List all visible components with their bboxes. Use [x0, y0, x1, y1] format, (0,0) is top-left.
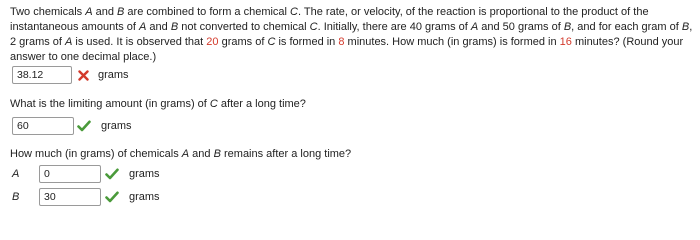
- green-check-icon: [105, 167, 119, 181]
- highlighted-value-20: 20: [206, 36, 219, 48]
- variable-label-a: A: [12, 168, 20, 180]
- answer-row-b: [12, 188, 160, 206]
- unit-label: grams: [98, 69, 129, 81]
- answer-row-1: [12, 66, 129, 84]
- answer-row-2: [12, 117, 132, 135]
- highlighted-value-16: 16: [559, 36, 572, 48]
- unit-label: grams: [129, 168, 160, 180]
- problem-statement: Two chemicals A and B are combined to form a chemical C. The rate, or velocity, of the reaction is proportional to the product of the instantaneous amounts of A and B not converted to chemical C. Initially, there are 40 grams of A and 50 grams of B, and for each gram of B, 2 grams of A is used. It is observed that 20 grams of C is formed in 8 minutes. How much (in grams) is formed in 16 minutes? (Round your answer to one decimal place.): [10, 6, 693, 63]
- question-2: What is the limiting amount (in grams) of C after a long time?: [10, 98, 306, 110]
- unit-label: grams: [101, 120, 132, 132]
- variable-label-b: B: [12, 191, 20, 203]
- question-3: How much (in grams) of chemicals A and B remains after a long time?: [10, 148, 352, 160]
- red-x-icon: [76, 68, 90, 82]
- green-check-icon: [105, 190, 119, 204]
- answer-input-2[interactable]: 60: [12, 117, 74, 135]
- green-check-icon: [77, 119, 91, 133]
- answer-input-b[interactable]: 30: [39, 188, 101, 206]
- answer-input-1[interactable]: 38.12: [12, 66, 72, 84]
- unit-label: grams: [129, 191, 160, 203]
- answer-input-a[interactable]: 0: [39, 165, 101, 183]
- answer-row-a: [12, 165, 160, 183]
- highlighted-value-8: 8: [338, 36, 345, 48]
